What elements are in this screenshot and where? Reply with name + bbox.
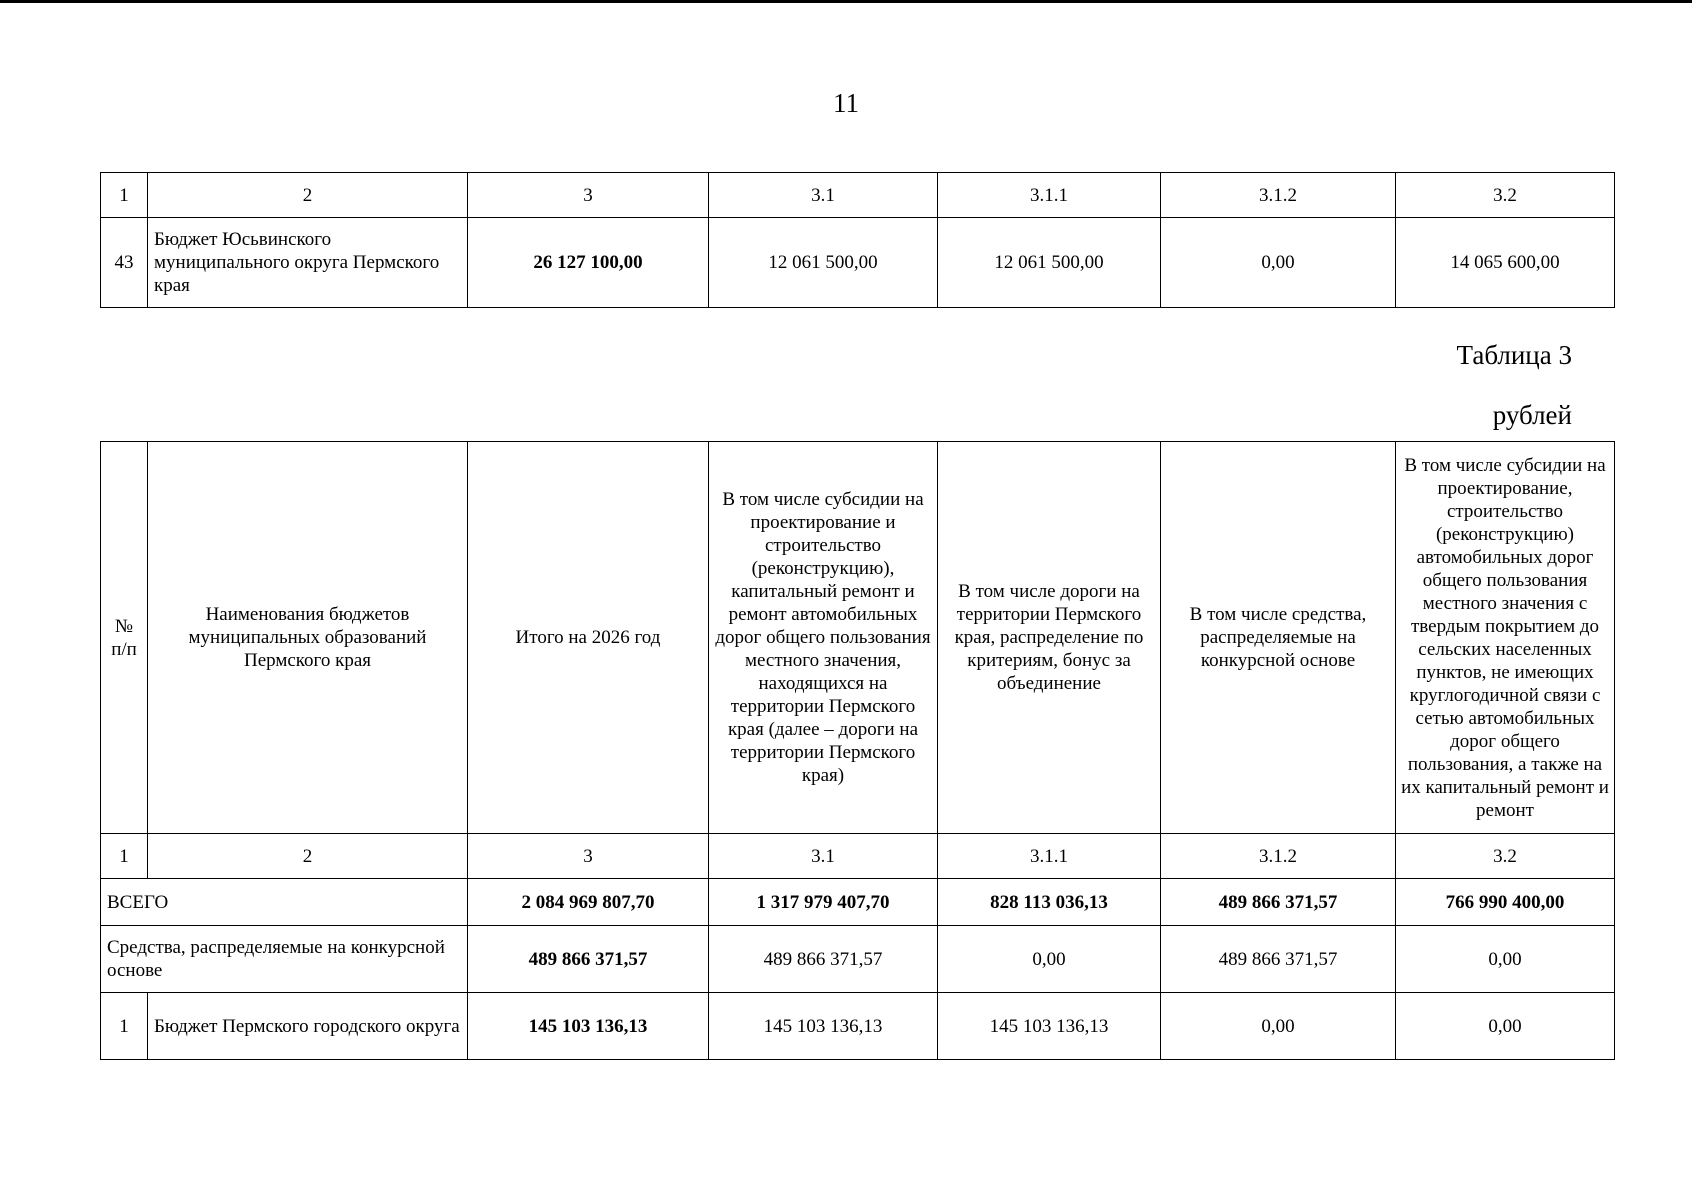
- budget-name: Бюджет Юсьвинского муниципального округа Пермского края: [148, 218, 468, 308]
- total-row: [101, 879, 1615, 926]
- column-number: 3.2: [1396, 173, 1615, 218]
- value-3-1-1: 0,00: [938, 926, 1161, 993]
- column-number: 1: [101, 173, 148, 218]
- competitive-label: Средства, распределяемые на конкурсной основе: [101, 926, 468, 993]
- value-3-1: 1 317 979 407,70: [709, 879, 938, 926]
- total-label: ВСЕГО: [101, 879, 468, 926]
- row-number: 1: [101, 993, 148, 1060]
- value-3-1-1: 828 113 036,13: [938, 879, 1161, 926]
- value-3-1-2: 489 866 371,57: [1161, 879, 1396, 926]
- row-number: 43: [101, 218, 148, 308]
- value-3-1-2: 0,00: [1161, 218, 1396, 308]
- column-number: 3: [468, 834, 709, 879]
- column-number: 3: [468, 173, 709, 218]
- value-3-2: 0,00: [1396, 993, 1615, 1060]
- table-row: [101, 218, 1615, 308]
- value-3-2: 766 990 400,00: [1396, 879, 1615, 926]
- value-3-1: 145 103 136,13: [709, 993, 938, 1060]
- total-value: 145 103 136,13: [468, 993, 709, 1060]
- total-value: 489 866 371,57: [468, 926, 709, 993]
- value-3-1: 12 061 500,00: [709, 218, 938, 308]
- unit-caption: рублей: [1492, 400, 1572, 430]
- competitive-row: [101, 926, 1615, 993]
- table-caption: Таблица 3: [1456, 340, 1572, 370]
- header-name: Наименования бюджетов муниципальных образований Пермского края: [148, 442, 468, 834]
- value-3-1: 489 866 371,57: [709, 926, 938, 993]
- header-3-1: В том числе субсидии на проектирование и строительство (реконструкцию), капитальный ремонт и ремонт автомобильных дорог общего пользования местного значения, находящихся на территории Пермского края (далее – дороги на территории Пермского края): [709, 442, 938, 834]
- page-number: 11: [833, 88, 859, 118]
- table-row: [101, 993, 1615, 1060]
- column-number: 3.2: [1396, 834, 1615, 879]
- top-border-line: [0, 0, 1692, 3]
- column-number: 3.1.2: [1161, 834, 1396, 879]
- header-3-1-2: В том числе средства, распределяемые на конкурсной основе: [1161, 442, 1396, 834]
- value-3-2: 14 065 600,00: [1396, 218, 1615, 308]
- column-number: 3.1: [709, 173, 938, 218]
- value-3-2: 0,00: [1396, 926, 1615, 993]
- column-number: 1: [101, 834, 148, 879]
- column-number: 2: [148, 834, 468, 879]
- total-value: 26 127 100,00: [468, 218, 709, 308]
- column-number-row: [101, 834, 1615, 879]
- header-num: № п/п: [101, 442, 148, 834]
- column-number: 3.1.1: [938, 834, 1161, 879]
- header-3-1-1: В том числе дороги на территории Пермского края, распределение по критериям, бонус за объединение: [938, 442, 1161, 834]
- budget-name: Бюджет Пермского городского округа: [148, 993, 468, 1060]
- column-number: 3.1.2: [1161, 173, 1396, 218]
- header-row: [101, 442, 1615, 834]
- column-number: 3.1: [709, 834, 938, 879]
- value-3-1-2: 0,00: [1161, 993, 1396, 1060]
- header-3-2: В том числе субсидии на проектирование, строительство (реконструкцию) автомобильных дорог общего пользования местного значения с твердым покрытием до сельских населенных пунктов, не имеющих круглогодичной связи с сетью автомобильных дорог общего пользования, а также на их капитальный ремонт и ремонт: [1396, 442, 1615, 834]
- table-3: [100, 441, 1615, 1060]
- value-3-1-2: 489 866 371,57: [1161, 926, 1396, 993]
- value-3-1-1: 12 061 500,00: [938, 218, 1161, 308]
- column-number-row: [101, 173, 1615, 218]
- continuation-table: [100, 172, 1615, 308]
- column-number: 2: [148, 173, 468, 218]
- column-number: 3.1.1: [938, 173, 1161, 218]
- header-total: Итого на 2026 год: [468, 442, 709, 834]
- total-value: 2 084 969 807,70: [468, 879, 709, 926]
- value-3-1-1: 145 103 136,13: [938, 993, 1161, 1060]
